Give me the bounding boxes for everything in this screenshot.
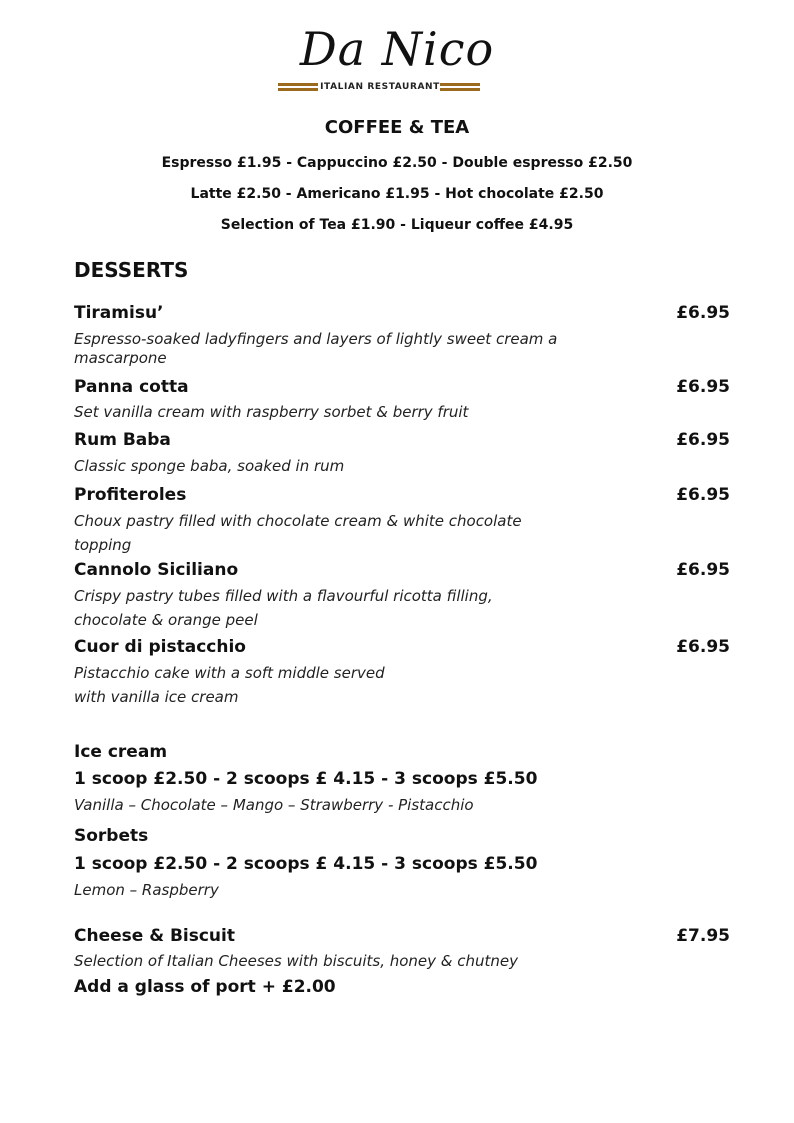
coffee-line: Espresso £1.95 - Cappuccino £2.50 - Double espresso £2.50 bbox=[161, 155, 633, 171]
cheese-name: Cheese & Biscuit bbox=[74, 926, 235, 946]
ice-cream-name: Ice cream bbox=[74, 742, 168, 762]
logo-tagline: ITALIAN RESTAURANT bbox=[320, 82, 440, 92]
dessert-price: £6.95 bbox=[676, 377, 730, 397]
sorbets-prices: 1 scoop £2.50 - 2 scoops £ 4.15 - 3 scoops £5.50 bbox=[74, 854, 538, 874]
dessert-name: Panna cotta bbox=[74, 377, 189, 397]
desserts-heading: DESSERTS bbox=[74, 258, 189, 282]
dessert-name: Cuor di pistacchio bbox=[74, 637, 246, 657]
dessert-price: £6.95 bbox=[676, 637, 730, 657]
sorbets-flavours: Lemon – Raspberry bbox=[74, 881, 219, 899]
dessert-desc: with vanilla ice cream bbox=[74, 688, 239, 706]
cheese-price: £7.95 bbox=[676, 926, 730, 946]
dessert-desc: Choux pastry filled with chocolate cream & white chocolate bbox=[74, 512, 522, 530]
dessert-price: £6.95 bbox=[676, 303, 730, 323]
ice-cream-prices: 1 scoop £2.50 - 2 scoops £ 4.15 - 3 scoops £5.50 bbox=[74, 769, 538, 789]
sorbets-name: Sorbets bbox=[74, 826, 149, 846]
dessert-desc: Set vanilla cream with raspberry sorbet & berry fruit bbox=[74, 403, 469, 421]
dessert-desc: Classic sponge baba, soaked in rum bbox=[74, 457, 345, 475]
dessert-desc: topping bbox=[74, 536, 132, 554]
dessert-name: Cannolo Siciliano bbox=[74, 560, 239, 580]
dessert-name: Profiteroles bbox=[74, 485, 187, 505]
coffee-line: Latte £2.50 - Americano £1.95 - Hot chocolate £2.50 bbox=[190, 186, 604, 202]
port-addon: Add a glass of port + £2.00 bbox=[74, 977, 336, 997]
dessert-price: £6.95 bbox=[676, 485, 730, 505]
dessert-price: £6.95 bbox=[676, 430, 730, 450]
ice-cream-flavours: Vanilla – Chocolate – Mango – Strawberry - Pistacchio bbox=[74, 796, 474, 814]
cheese-desc: Selection of Italian Cheeses with biscuits, honey & chutney bbox=[74, 952, 519, 970]
dessert-name: Tiramisu’ bbox=[74, 303, 164, 323]
dessert-name: Rum Baba bbox=[74, 430, 171, 450]
dessert-desc: Crispy pastry tubes filled with a flavourful ricotta filling, bbox=[74, 587, 493, 605]
dessert-price: £6.95 bbox=[676, 560, 730, 580]
logo-name: Da Nico bbox=[299, 22, 495, 76]
dessert-desc: chocolate & orange peel bbox=[74, 611, 258, 629]
coffee-heading: COFFEE & TEA bbox=[324, 117, 470, 138]
dessert-desc: mascarpone bbox=[74, 349, 167, 367]
dessert-desc: Espresso-soaked ladyfingers and layers of lightly sweet cream a bbox=[74, 330, 558, 348]
dessert-desc: Pistacchio cake with a soft middle served bbox=[74, 664, 385, 682]
coffee-line: Selection of Tea £1.90 - Liqueur coffee £4.95 bbox=[220, 217, 574, 233]
